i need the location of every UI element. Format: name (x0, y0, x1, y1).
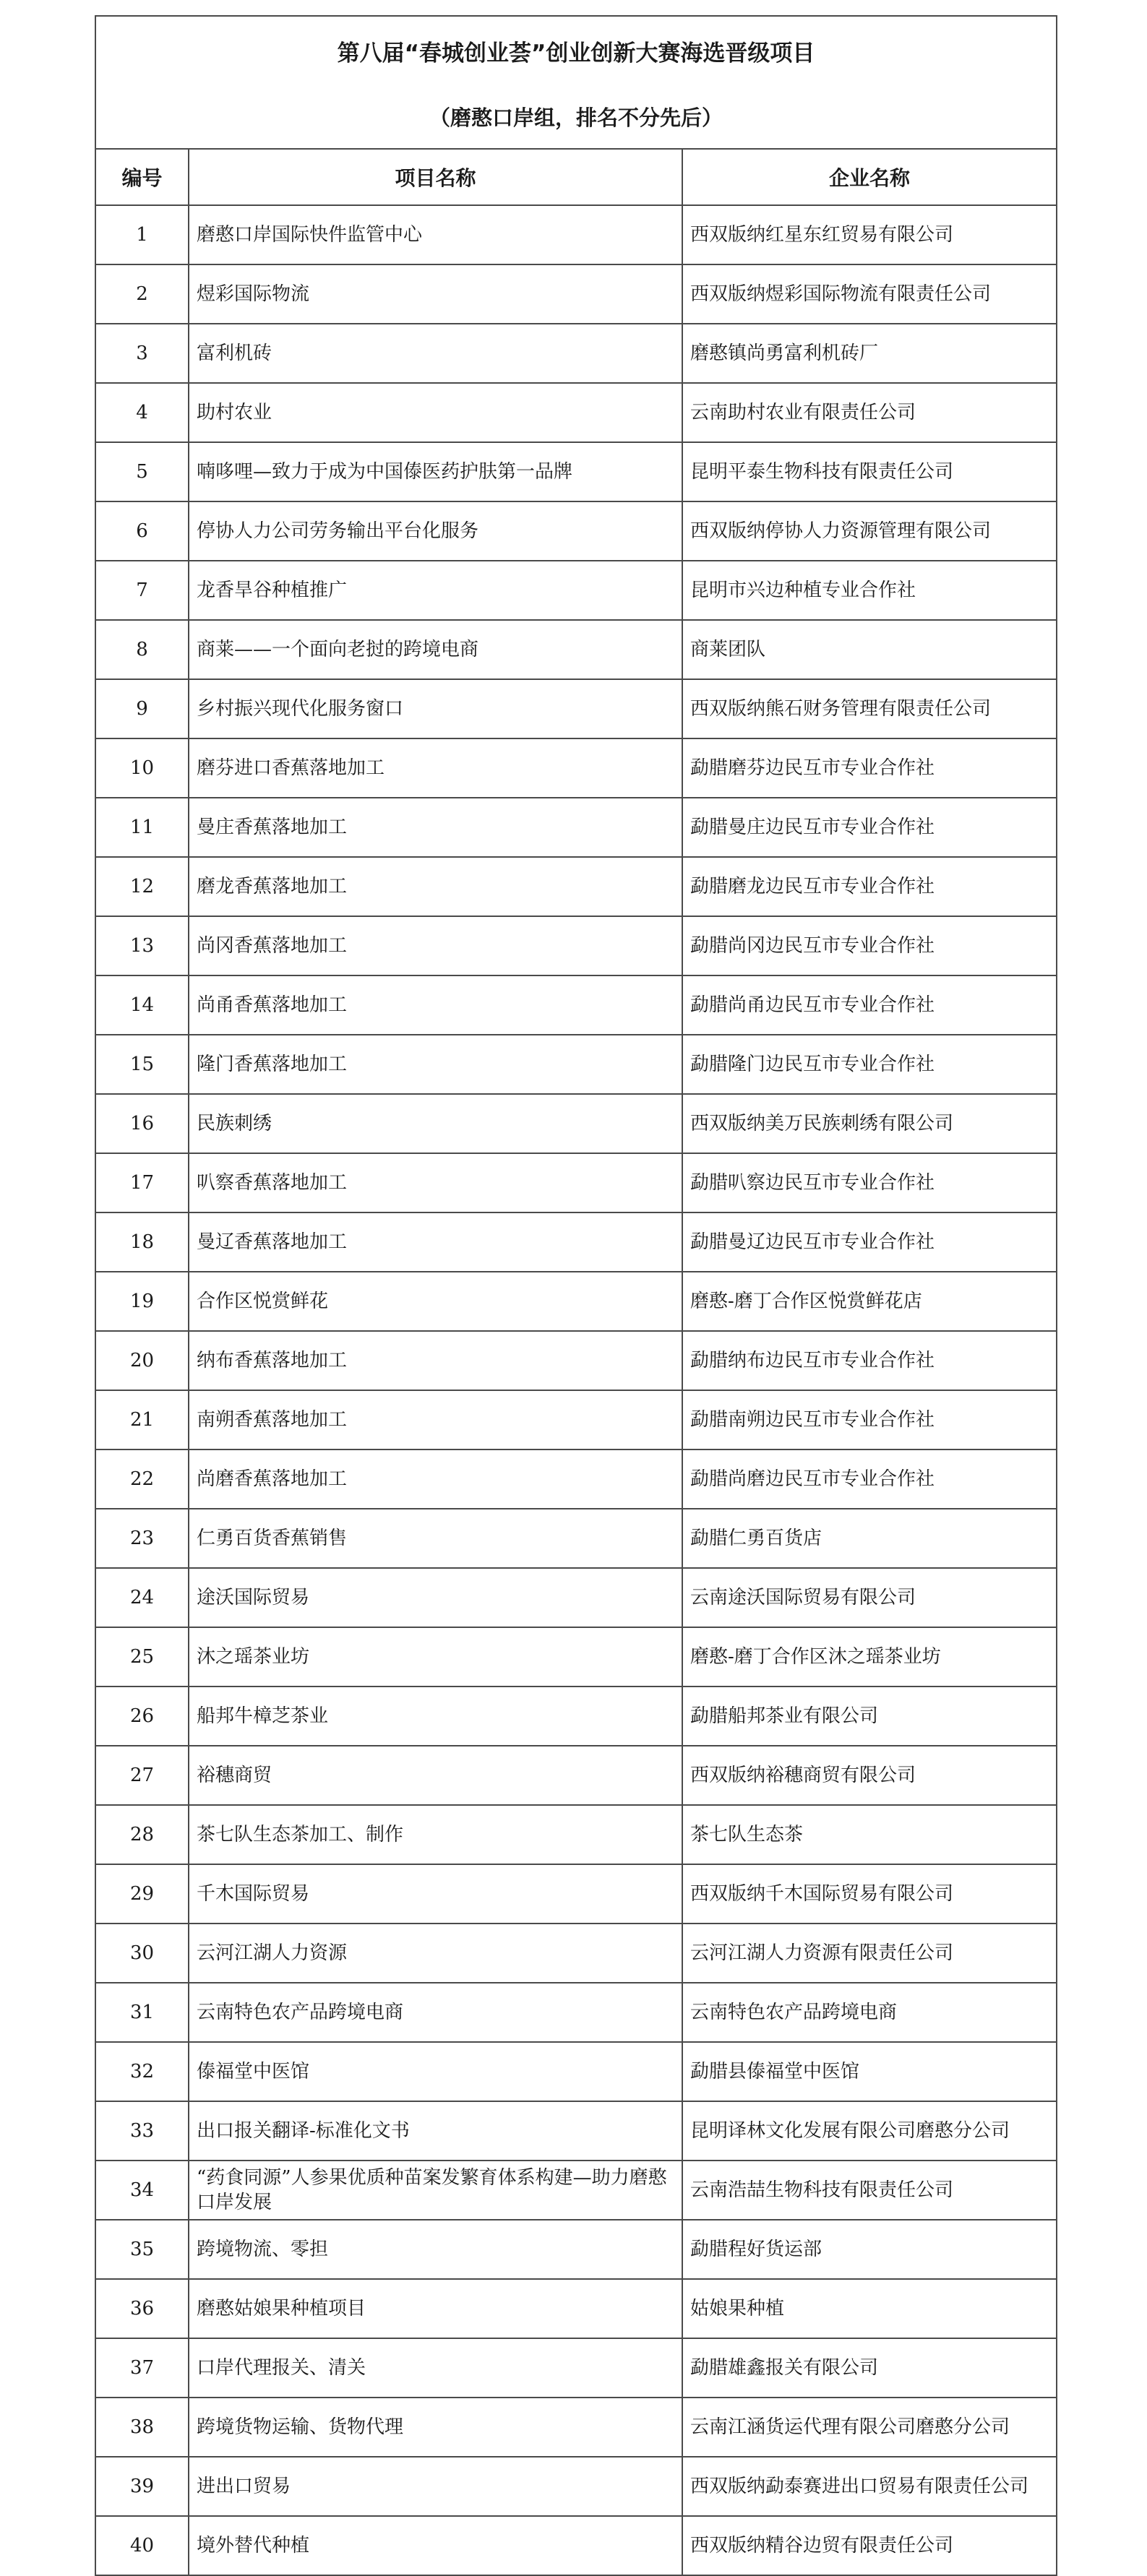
row-project-name: 合作区悦赏鲜花 (189, 1272, 682, 1331)
row-project-name: 千木国际贸易 (189, 1864, 682, 1924)
row-number: 40 (95, 2516, 189, 2575)
row-number: 32 (95, 2042, 189, 2101)
row-project-name: 跨境物流、零担 (189, 2220, 682, 2279)
row-company-name: 云南特色农产品跨境电商 (682, 1983, 1057, 2042)
row-company-name: 云南助村农业有限责任公司 (682, 383, 1057, 442)
row-number: 31 (95, 1983, 189, 2042)
row-company-name: 西双版纳美万民族刺绣有限公司 (682, 1094, 1057, 1153)
row-number: 25 (95, 1627, 189, 1687)
row-company-name: 磨憨-磨丁合作区悦赏鲜花店 (682, 1272, 1057, 1331)
row-project-name: 曼辽香蕉落地加工 (189, 1212, 682, 1272)
page-subtitle: （磨憨口岸组，排名不分先后） (95, 85, 1057, 149)
table-row (95, 2101, 1057, 2161)
row-project-name: 纳布香蕉落地加工 (189, 1331, 682, 1390)
row-number: 28 (95, 1805, 189, 1864)
row-company-name: 勐腊磨龙边民互市专业合作社 (682, 857, 1057, 916)
row-number: 10 (95, 738, 189, 798)
table-row (95, 1272, 1057, 1331)
row-company-name: 西双版纳裕穗商贸有限公司 (682, 1746, 1057, 1805)
row-number: 34 (95, 2161, 189, 2220)
row-company-name: 西双版纳千木国际贸易有限公司 (682, 1864, 1057, 1924)
row-project-name: 磨龙香蕉落地加工 (189, 857, 682, 916)
page-title: 第八届“春城创业荟”创业创新大赛海选晋级项目 (95, 16, 1057, 85)
table-row (95, 679, 1057, 738)
row-company-name: 勐腊船邦茶业有限公司 (682, 1687, 1057, 1746)
table-row (95, 857, 1057, 916)
table-row (95, 620, 1057, 679)
row-company-name: 西双版纳精谷边贸有限责任公司 (682, 2516, 1057, 2575)
row-company-name: 茶七队生态茶 (682, 1805, 1057, 1864)
table-row (95, 1627, 1057, 1687)
row-project-name: 裕穗商贸 (189, 1746, 682, 1805)
row-number: 33 (95, 2101, 189, 2161)
table-row (95, 2042, 1057, 2101)
table-body (95, 205, 1057, 2575)
row-project-name: 乡村振兴现代化服务窗口 (189, 679, 682, 738)
table-row (95, 2161, 1057, 2220)
row-company-name: 昆明市兴边种植专业合作社 (682, 561, 1057, 620)
row-number: 21 (95, 1390, 189, 1449)
row-number: 30 (95, 1924, 189, 1983)
row-number: 4 (95, 383, 189, 442)
row-project-name: 云河江湖人力资源 (189, 1924, 682, 1983)
results-table (95, 15, 1057, 2576)
table-row (95, 798, 1057, 857)
table-row (95, 1568, 1057, 1627)
row-company-name: 勐腊县傣福堂中医馆 (682, 2042, 1057, 2101)
row-number: 37 (95, 2338, 189, 2398)
header-number: 编号 (95, 149, 189, 205)
table-row (95, 1687, 1057, 1746)
row-number: 5 (95, 442, 189, 501)
row-company-name: 勐腊尚甬边民互市专业合作社 (682, 975, 1057, 1035)
row-company-name: 勐腊曼辽边民互市专业合作社 (682, 1212, 1057, 1272)
row-number: 12 (95, 857, 189, 916)
row-company-name: 云南江涵货运代理有限公司磨憨分公司 (682, 2398, 1057, 2457)
row-project-name: 磨芬进口香蕉落地加工 (189, 738, 682, 798)
row-number: 6 (95, 501, 189, 561)
table-row (95, 1746, 1057, 1805)
row-project-name: 茶七队生态茶加工、制作 (189, 1805, 682, 1864)
row-project-name: 助村农业 (189, 383, 682, 442)
table-row (95, 324, 1057, 383)
table-row (95, 2516, 1057, 2575)
row-project-name: 出口报关翻译-标准化文书 (189, 2101, 682, 2161)
row-project-name: 磨憨姑娘果种植项目 (189, 2279, 682, 2338)
row-project-name: 尚磨香蕉落地加工 (189, 1449, 682, 1509)
table-row (95, 1805, 1057, 1864)
row-company-name: 姑娘果种植 (682, 2279, 1057, 2338)
row-project-name: 民族刺绣 (189, 1094, 682, 1153)
row-number: 18 (95, 1212, 189, 1272)
row-company-name: 西双版纳红星东红贸易有限公司 (682, 205, 1057, 264)
row-number: 22 (95, 1449, 189, 1509)
row-number: 2 (95, 264, 189, 324)
row-number: 17 (95, 1153, 189, 1212)
table-row (95, 738, 1057, 798)
row-project-name: 尚冈香蕉落地加工 (189, 916, 682, 975)
table-row (95, 1390, 1057, 1449)
row-number: 16 (95, 1094, 189, 1153)
row-company-name: 磨憨镇尚勇富利机砖厂 (682, 324, 1057, 383)
row-project-name: 磨憨口岸国际快件监管中心 (189, 205, 682, 264)
row-number: 27 (95, 1746, 189, 1805)
row-project-name: 富利机砖 (189, 324, 682, 383)
table-row (95, 264, 1057, 324)
row-project-name: 船邦牛樟芝茶业 (189, 1687, 682, 1746)
table-row (95, 2398, 1057, 2457)
table-row (95, 975, 1057, 1035)
row-project-name: “药食同源”人参果优质种苗案发繁育体系构建—助力磨憨口岸发展 (189, 2161, 682, 2220)
row-company-name: 西双版纳煜彩国际物流有限责任公司 (682, 264, 1057, 324)
table-row (95, 1509, 1057, 1568)
row-company-name: 勐腊曼庄边民互市专业合作社 (682, 798, 1057, 857)
row-number: 11 (95, 798, 189, 857)
row-company-name: 勐腊尚磨边民互市专业合作社 (682, 1449, 1057, 1509)
row-company-name: 云河江湖人力资源有限责任公司 (682, 1924, 1057, 1983)
table-row (95, 501, 1057, 561)
row-number: 3 (95, 324, 189, 383)
row-number: 35 (95, 2220, 189, 2279)
table-row (95, 205, 1057, 264)
table-row (95, 916, 1057, 975)
row-project-name: 沐之瑶茶业坊 (189, 1627, 682, 1687)
row-company-name: 云南浩喆生物科技有限责任公司 (682, 2161, 1057, 2220)
row-project-name: 隆门香蕉落地加工 (189, 1035, 682, 1094)
row-number: 38 (95, 2398, 189, 2457)
row-company-name: 云南途沃国际贸易有限公司 (682, 1568, 1057, 1627)
table-row (95, 1983, 1057, 2042)
row-company-name: 磨憨-磨丁合作区沐之瑶茶业坊 (682, 1627, 1057, 1687)
row-project-name: 云南特色农产品跨境电商 (189, 1983, 682, 2042)
table-row (95, 2279, 1057, 2338)
row-number: 7 (95, 561, 189, 620)
table-row (95, 1035, 1057, 1094)
row-number: 19 (95, 1272, 189, 1331)
row-company-name: 勐腊程好货运部 (682, 2220, 1057, 2279)
row-project-name: 商莱——一个面向老挝的跨境电商 (189, 620, 682, 679)
row-number: 23 (95, 1509, 189, 1568)
row-project-name: 进出口贸易 (189, 2457, 682, 2516)
table-row (95, 1331, 1057, 1390)
row-project-name: 仁勇百货香蕉销售 (189, 1509, 682, 1568)
row-company-name: 西双版纳勐泰赛进出口贸易有限责任公司 (682, 2457, 1057, 2516)
row-project-name: 傣福堂中医馆 (189, 2042, 682, 2101)
row-project-name: 境外替代种植 (189, 2516, 682, 2575)
table-row (95, 1153, 1057, 1212)
row-project-name: 尚甬香蕉落地加工 (189, 975, 682, 1035)
row-company-name: 勐腊磨芬边民互市专业合作社 (682, 738, 1057, 798)
row-number: 26 (95, 1687, 189, 1746)
header-project: 项目名称 (189, 149, 682, 205)
table-row (95, 2457, 1057, 2516)
row-number: 8 (95, 620, 189, 679)
table-row (95, 383, 1057, 442)
row-company-name: 勐腊南朔边民互市专业合作社 (682, 1390, 1057, 1449)
row-company-name: 勐腊雄鑫报关有限公司 (682, 2338, 1057, 2398)
row-project-name: 停协人力公司劳务输出平台化服务 (189, 501, 682, 561)
row-project-name: 南朔香蕉落地加工 (189, 1390, 682, 1449)
row-number: 13 (95, 916, 189, 975)
row-number: 1 (95, 205, 189, 264)
row-company-name: 西双版纳停协人力资源管理有限公司 (682, 501, 1057, 561)
row-project-name: 龙香旱谷种植推广 (189, 561, 682, 620)
row-number: 39 (95, 2457, 189, 2516)
row-project-name: 途沃国际贸易 (189, 1568, 682, 1627)
table-row (95, 1449, 1057, 1509)
row-company-name: 勐腊仁勇百货店 (682, 1509, 1057, 1568)
row-project-name: 煜彩国际物流 (189, 264, 682, 324)
row-project-name: 口岸代理报关、清关 (189, 2338, 682, 2398)
table-row (95, 1094, 1057, 1153)
row-company-name: 勐腊叭察边民互市专业合作社 (682, 1153, 1057, 1212)
row-project-name: 跨境货物运输、货物代理 (189, 2398, 682, 2457)
row-number: 14 (95, 975, 189, 1035)
table-row (95, 1864, 1057, 1924)
row-number: 29 (95, 1864, 189, 1924)
row-number: 36 (95, 2279, 189, 2338)
row-company-name: 勐腊纳布边民互市专业合作社 (682, 1331, 1057, 1390)
row-number: 24 (95, 1568, 189, 1627)
row-number: 15 (95, 1035, 189, 1094)
row-company-name: 昆明译林文化发展有限公司磨憨分公司 (682, 2101, 1057, 2161)
row-company-name: 勐腊尚冈边民互市专业合作社 (682, 916, 1057, 975)
row-company-name: 昆明平泰生物科技有限责任公司 (682, 442, 1057, 501)
table-row (95, 1924, 1057, 1983)
row-number: 20 (95, 1331, 189, 1390)
row-company-name: 西双版纳熊石财务管理有限责任公司 (682, 679, 1057, 738)
row-project-name: 叭察香蕉落地加工 (189, 1153, 682, 1212)
results-sheet (95, 15, 1056, 2576)
table-row (95, 1212, 1057, 1272)
table-row (95, 561, 1057, 620)
table-row (95, 2220, 1057, 2279)
row-company-name: 勐腊隆门边民互市专业合作社 (682, 1035, 1057, 1094)
table-row (95, 442, 1057, 501)
table-row (95, 2338, 1057, 2398)
row-project-name: 曼庄香蕉落地加工 (189, 798, 682, 857)
row-project-name: 喃哆哩—致力于成为中国傣医药护肤第一品牌 (189, 442, 682, 501)
header-company: 企业名称 (682, 149, 1057, 205)
row-number: 9 (95, 679, 189, 738)
row-company-name: 商莱团队 (682, 620, 1057, 679)
